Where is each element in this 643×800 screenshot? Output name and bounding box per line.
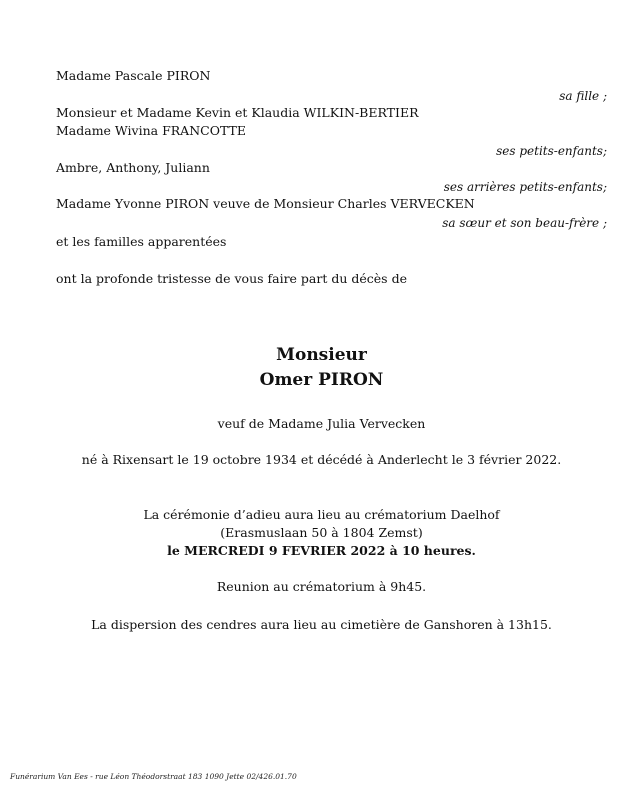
ceremony-datetime: le MERCREDI 9 FEVRIER 2022 à 10 heures. <box>167 543 476 558</box>
widower-of: veuf de Madame Julia Vervecken <box>217 416 426 431</box>
great-grandchildren-names: Ambre, Anthony, Juliann <box>56 160 210 175</box>
great-grandchildren-relation: ses arrières petits-enfants; <box>443 180 607 194</box>
funeral-home-footer: Funérarium Van Ees - rue Léon Théodorstraat 183 1090 Jette 02/426.01.70 <box>10 772 297 781</box>
ceremony-address: (Erasmuslaan 50 à 1804 Zemst) <box>220 525 423 540</box>
reunion-info: Reunion au crématorium à 9h45. <box>216 579 427 594</box>
sister-relation: sa sœur et son beau-frère ; <box>442 216 607 230</box>
grandchildren-line-2: Madame Wivina FRANCOTTE <box>56 123 246 138</box>
related-families: et les familles apparentées <box>56 234 227 249</box>
deceased-title: Monsieur <box>276 345 367 365</box>
sister-name: Madame Yvonne PIRON veuve de Monsieur Charles VERVECKEN <box>56 196 475 211</box>
ceremony-location: La cérémonie d’adieu aura lieu au crématorium Daelhof <box>143 507 500 522</box>
announcement-text: ont la profonde tristesse de vous faire part du décès de <box>56 271 407 286</box>
grandchildren-line-1: Monsieur et Madame Kevin et Klaudia WILKIN-BERTIER <box>56 105 419 120</box>
daughter-relation: sa fille ; <box>559 89 607 103</box>
grandchildren-relation: ses petits-enfants; <box>496 144 607 158</box>
deceased-name: Omer PIRON <box>259 370 384 390</box>
daughter-name: Madame Pascale PIRON <box>56 68 211 83</box>
birth-death-line: né à Rixensart le 19 octobre 1934 et décédé à Anderlecht le 3 février 2022. <box>81 452 562 467</box>
dispersion-info: La dispersion des cendres aura lieu au cimetière de Ganshoren à 13h15. <box>91 617 552 632</box>
